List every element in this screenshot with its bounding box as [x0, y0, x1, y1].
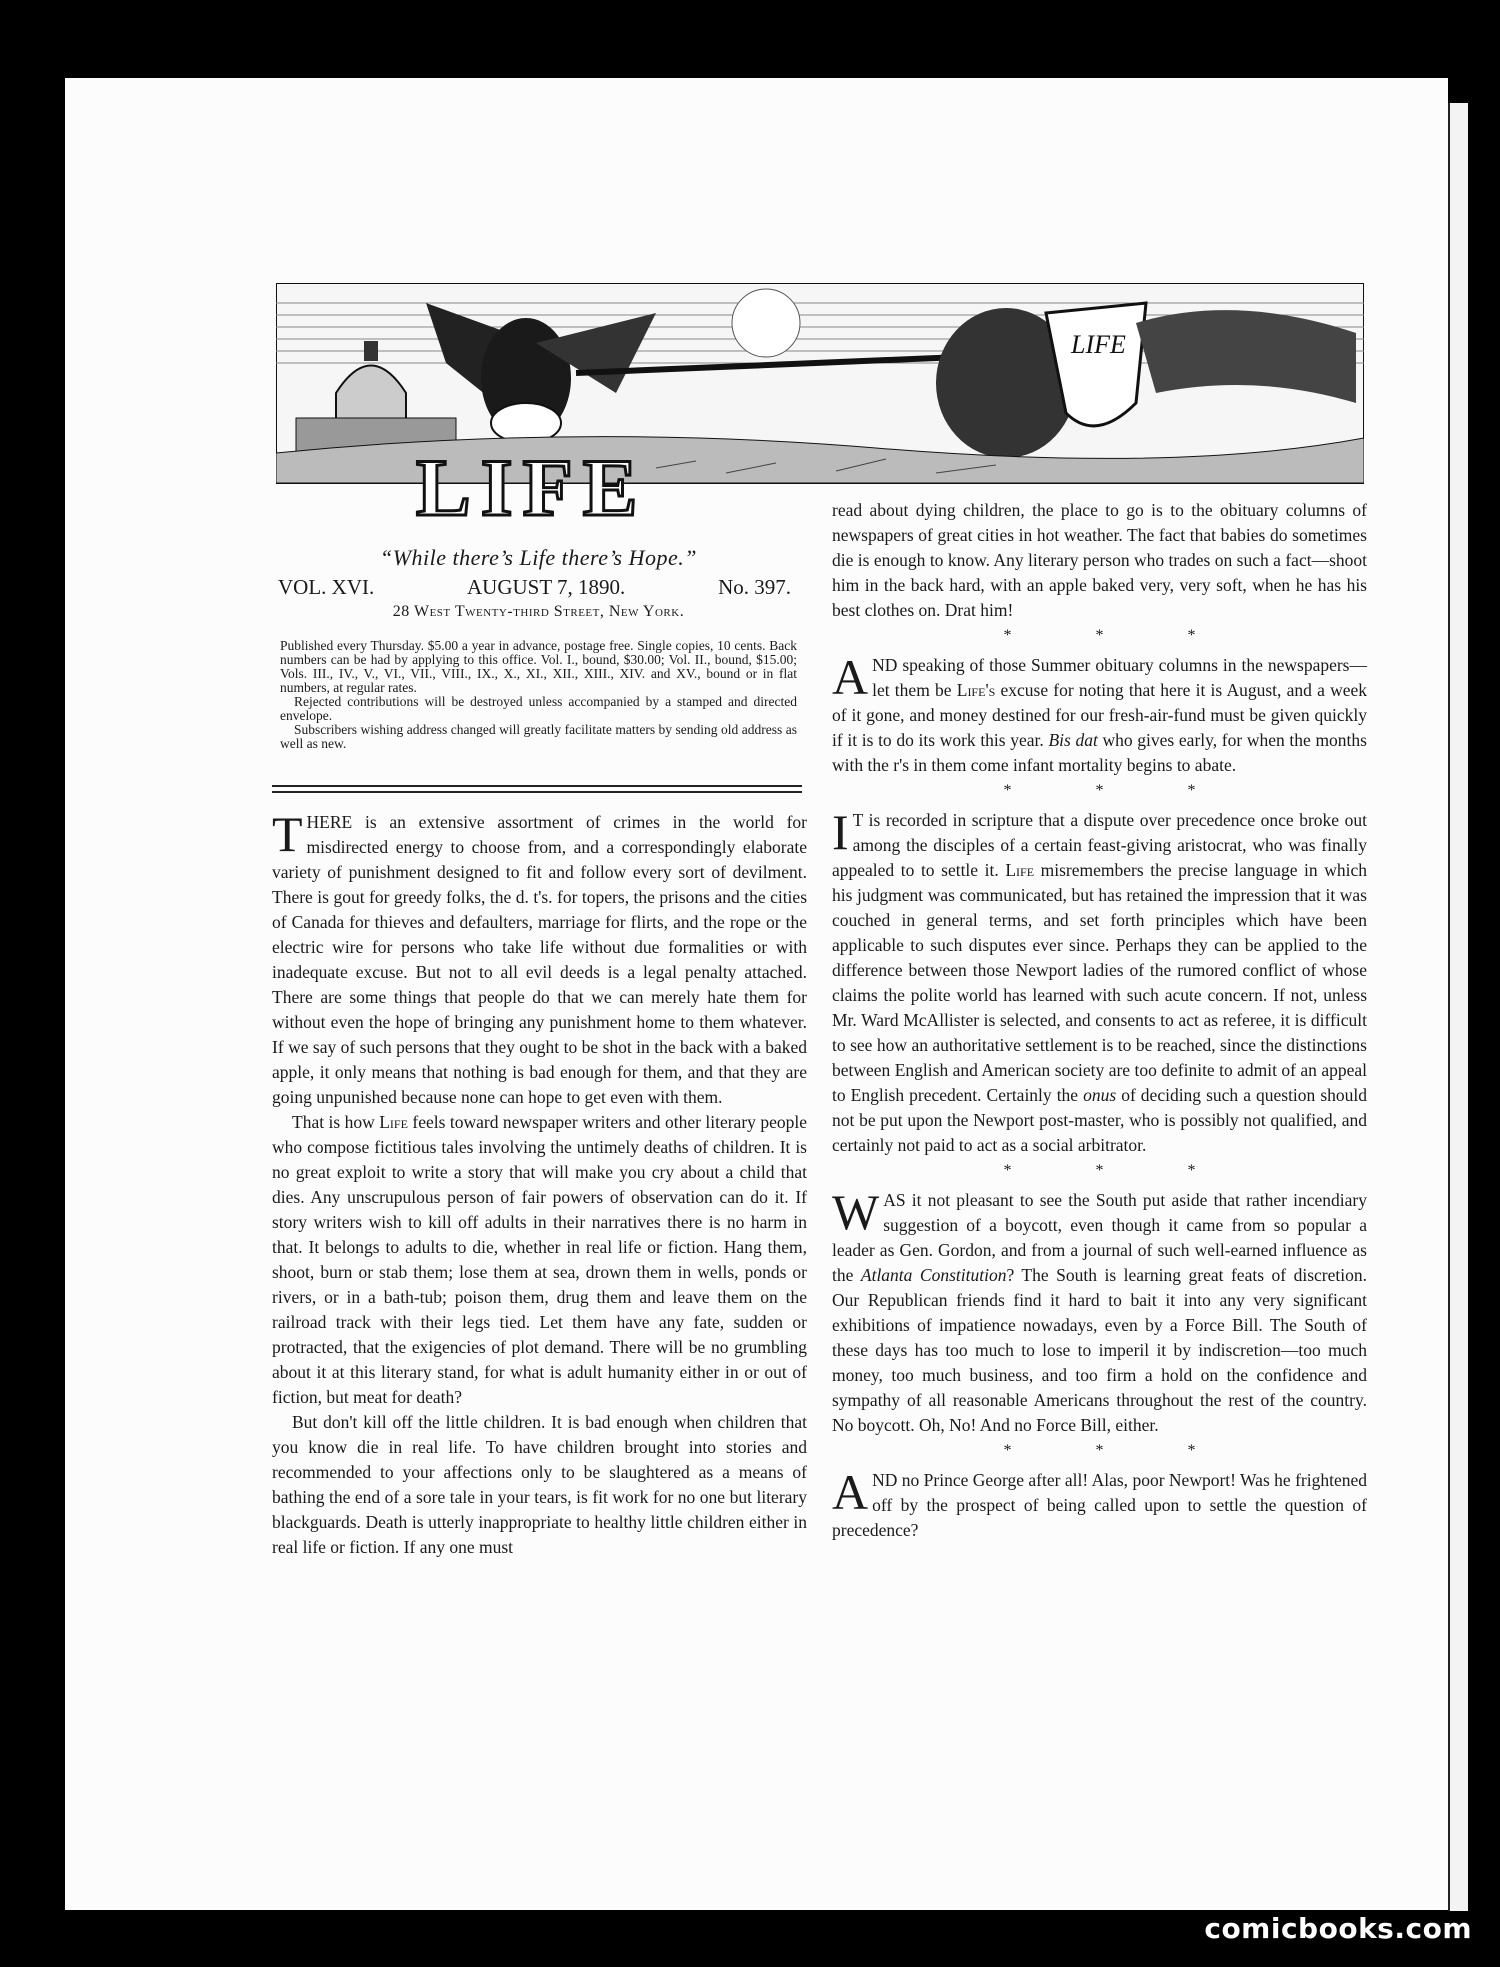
- next-page-edge: [1448, 103, 1468, 1911]
- pub-info-paragraph: Published every Thursday. $5.00 a year in advance, postage free. Single copies, 10 cents. Back numbers can be had by applying to this office. Vol. I., bound, $30.00; Vol. II., bound, $15.00; Vols. III., IV., V., VI., VII., VIII., IX., X., XI., XII., XIII., XIV. and XV., bound or in flat numbers, at regular rates.: [280, 638, 797, 695]
- right-column: [832, 498, 1367, 1543]
- life-logo: LIFE: [416, 442, 648, 523]
- watermark: comicbooks.com: [1204, 1912, 1472, 1945]
- left-column: [272, 806, 807, 1560]
- volume: VOL. XVI.: [278, 575, 375, 599]
- sun: [732, 289, 800, 357]
- issue-number: No. 397.: [718, 575, 791, 599]
- drop-cap: W: [832, 1184, 880, 1240]
- masthead-engraving: [276, 283, 1364, 523]
- article-paragraph: THERE is an extensive assortment of crimes in the world for misdirected energy to choose from, and a correspondingly elaborate variety of punishment designed to fit and follow every sort of devilment. There is gout for greedy folks, the d. t's. for topers, the prisons and the cities of Canada for thieves and defaulters, marriage for flirts, and the rope or the electric wire for persons who take life without due formalities or with inadequate excuse. But not to all evil deeds is a legal penalty attached. There are some things that people do that we can merely hate them for without even the hope of bringing any punishment home to them whatever. If we say of such persons that they ought to be shot in the back with a baked apple, it only means that nothing is bad enough for them, and that they are going unpunished because none can hope to get even with them.: [272, 806, 807, 1107]
- shield-lettering: LIFE: [1071, 330, 1126, 359]
- drop-cap: I: [832, 804, 849, 860]
- article-paragraph: AND no Prince George after all! Alas, poor Newport! Was he frightened off by the prospect of being called upon to settle the question of precedence?: [832, 1464, 1367, 1540]
- separator-stars: * * *: [1003, 1162, 1236, 1179]
- journal-name: Atlanta Constitution: [860, 1265, 1007, 1285]
- pub-info-paragraph: Rejected contributions will be destroyed unless accompanied by a stamped and directed envelope.: [280, 694, 797, 723]
- issue-line: [276, 575, 801, 600]
- article-paragraph: AND speaking of those Summer obituary columns in the newspapers—let them be Life's excuse for noting that here it is August, and a week of it gone, and money destined for our fresh-air-fund must be given quickly if it is to do its work this year. Bis dat who gives early, for when the months with the r's in them come infant mortality begins to abate.: [832, 649, 1367, 775]
- article-paragraph: But don't kill off the little children. It is bad enough when children that you know die in real life. To have children brought into stories and recommended to your affections only to be slaughtered as a means of bathing the end of a sore tale in your tears, is fit work for no one but literary blackguards. Death is utterly inappropriate to healthy little children either in real life or fiction. If any one must: [272, 1412, 807, 1557]
- issue-date: AUGUST 7, 1890.: [467, 575, 626, 599]
- separator-stars: * * *: [1003, 782, 1236, 799]
- separator-stars: * * *: [1003, 1442, 1236, 1459]
- address: 28 West Twenty-third Street, New York.: [392, 603, 685, 620]
- drop-cap: T: [272, 806, 303, 862]
- drop-cap: A: [832, 1464, 869, 1520]
- masthead-info: [276, 540, 801, 751]
- onus-word: onus: [1083, 1085, 1117, 1105]
- article-paragraph: WAS it not pleasant to see the South put aside that rather incendiary suggestion of a boycott, even though it came from so popular a leader as Gen. Gordon, and from a journal of such well-earned influence as the Atlanta Constitution? The South is learning great feats of discretion. Our Republican friends find it hard to bait it into any very significant exhibitions of impatience nowadays, even by a Force Bill. The South of these days has too much to lose to imperil it by indiscretion—too much money, too much business, and too firm a hold on the confidence and sympathy of all reasonable Americans throughout the rest of the country. No boycott. Oh, No! And no Force Bill, either.: [832, 1184, 1367, 1435]
- life-name: Life: [1005, 860, 1035, 880]
- article-paragraph: That is how Life feels toward newspaper writers and other literary people who compose fictitious tales involving the untimely deaths of children. It is no great exploit to write a story that will make you cry about a child that dies. Any unscrupulous person of fair powers of observation can do it. If story writers wish to kill off adults in their narratives there is no harm in that. It belongs to adults to die, whether in real life or fiction. Hang them, shoot, burn or stab them; lose them at sea, drown them in wells, ponds or rivers, or in a bath-tub; poison them, drug them and leave them on the railroad track with their legs tied. Let them have any fate, sudden or protracted, that the exigencies of plot demand. There will be no grumbling about it at this literary stand, for what is adult humanity either in or out of fiction, but meat for death?: [272, 1112, 807, 1407]
- article-paragraph: I T is recorded in scripture that a dispute over precedence once broke out among the disciples of a certain feast-giving aristocrat, who was finally appealed to to settle it. Life misremembers the precise language in which his judgment was communicated, but has retained the impression that it was couched in general terms, and set forth principles which have been applicable to such disputes ever since. Perhaps they can be applied to the difference between those Newport ladies of the rumored conflict of whose claims the polite world has learned with such acute concern. If not, unless Mr. Ward McAllister is selected, and consents to act as referee, it is difficult to see how an authoritative settlement is to be reached, since the distinctions between English and American society are too definite to admit of an appeal to English precedent. Certainly the onus of deciding such a question should not be put upon the Newport post-master, who is possibly not qualified, and certainly not paid to act as a social arbitrator.: [832, 804, 1367, 1155]
- header-illustration: [276, 283, 1364, 523]
- separator-stars: * * *: [1003, 627, 1236, 644]
- publication-info: [276, 639, 801, 751]
- life-name: Life: [379, 1112, 408, 1132]
- drop-cap: A: [832, 649, 869, 705]
- motto: “While there’s Life there’s Hope.”: [379, 545, 698, 570]
- latin-phrase: Bis dat: [1048, 730, 1098, 750]
- pub-info-paragraph: Subscribers wishing address changed will greatly facilitate matters by sending old address as well as new.: [280, 722, 797, 751]
- life-name: Life's: [956, 680, 996, 700]
- section-divider: [272, 785, 802, 793]
- article-paragraph: read about dying children, the place to go is to the obituary columns of newspapers of great cities in hot weather. The fact that babies do sometimes die is enough to know. Any literary person who trades on such a fact—shoot him in the back hard, with an apple baked very, very soft, when he has his best clothes on. Drat him!: [832, 500, 1367, 620]
